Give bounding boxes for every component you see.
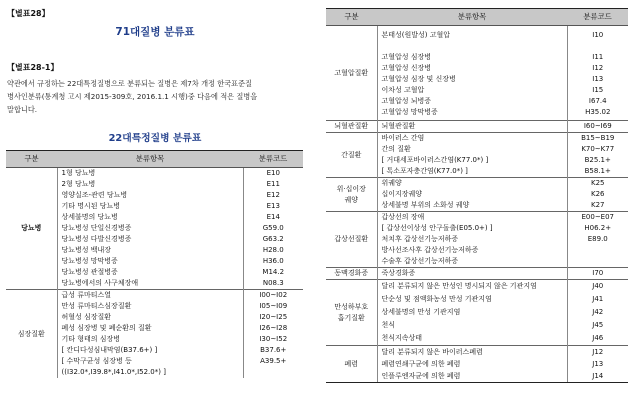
group-row-heart	[6, 290, 303, 379]
item: 2형 당뇨병	[61, 180, 96, 188]
code: E00~E07	[581, 213, 615, 221]
code: A39.5+	[260, 357, 287, 365]
item: 이차성 고혈압	[381, 86, 425, 94]
item: 인플루엔자균에 의한 폐렴	[381, 372, 461, 380]
codes-respiratory	[567, 280, 628, 346]
code: K27	[591, 201, 605, 209]
item: 허혈성 심장질환	[61, 313, 112, 321]
code: I70	[592, 269, 604, 277]
code: I11	[592, 53, 604, 61]
item: 당뇨병성 단일신경병증	[61, 224, 132, 232]
items-hypertension	[377, 26, 567, 121]
code: J40	[592, 282, 604, 290]
code: K26	[591, 190, 605, 198]
items-diabetes	[57, 168, 243, 290]
item	[382, 41, 567, 52]
code: B15~B19	[581, 134, 615, 142]
group-row-liver	[326, 133, 628, 178]
code: I05~I09	[259, 302, 288, 310]
code: I13	[592, 75, 604, 83]
item: 영양실조-관련 당뇨병	[61, 191, 128, 199]
item: 기타 명시된 당뇨병	[61, 202, 121, 210]
item: 위궤양	[381, 179, 402, 187]
item: 기타 형태의 심장병	[61, 335, 121, 343]
intro-paragraph	[7, 77, 307, 116]
code: B37.6+	[260, 346, 287, 354]
item: 달리 분류되지 않은 바이러스폐렴	[381, 348, 483, 356]
header-code: 분류코드	[243, 151, 303, 168]
codes-thyroid	[567, 212, 628, 268]
codes-ulcer	[567, 178, 628, 212]
items-respiratory	[377, 280, 567, 346]
item: 만성 류마티스심장질환	[61, 302, 132, 310]
header-item: 분류항목	[377, 9, 567, 26]
code: I67.4	[588, 97, 607, 105]
category-hypertension: 고혈압질환	[326, 26, 377, 121]
item: 바이러스 간염	[381, 134, 425, 142]
item: 방사선조사후 갑상선기능저하증	[381, 246, 479, 254]
code: J12	[592, 348, 604, 356]
code: E11	[266, 180, 280, 188]
item: 고혈압성 뇌병증	[381, 97, 432, 105]
item: 폐렴연쇄구균에 의한 폐렴	[381, 360, 461, 368]
items-pneumonia	[377, 346, 567, 383]
item: 당뇨병성 다발신경병증	[61, 235, 132, 243]
code: I15	[592, 86, 604, 94]
code: N08.3	[262, 279, 284, 287]
category-respiratory	[326, 280, 377, 346]
intro-line: 말합니다.	[7, 105, 38, 114]
item: 상세불명의 당뇨병	[61, 213, 118, 221]
items-cerebrovascular	[377, 121, 567, 133]
intro-line: 병사인분류(통계청 고시 제2015-309호, 2016.1.1 시행)중 다음에 적은 질병을	[7, 92, 258, 101]
category-heart: 심장질환	[6, 290, 57, 379]
header-category: 구분	[326, 9, 377, 26]
item: 본태성(원발성) 고혈압	[381, 31, 451, 39]
code: I12	[592, 64, 604, 72]
category-liver: 간질환	[326, 133, 377, 178]
code: H28.0	[262, 246, 284, 254]
item: 고혈압성 망막병증	[381, 108, 438, 116]
item: 죽상경화증	[381, 269, 416, 277]
code	[568, 256, 629, 267]
item: [ 칸디다성심내막염(B37.6+) ]	[61, 346, 158, 354]
item: 단순성 및 점액화농성 만성 기관지염	[381, 295, 492, 303]
category-ulcer	[326, 178, 377, 212]
item: 고혈압성 신장병	[381, 64, 432, 72]
item: 폐성 심장병 및 폐순환의 질환	[61, 324, 152, 332]
item: 급성 류마티스열	[61, 291, 112, 299]
code: J45	[592, 321, 604, 329]
item: 당뇨병성 망막병증	[61, 257, 118, 265]
category-line: 궤양	[344, 195, 359, 204]
code: G63.2	[262, 235, 284, 243]
code: I26~I28	[259, 324, 288, 332]
code: J46	[592, 334, 604, 342]
code: K25	[591, 179, 605, 187]
item: 십이지장궤양	[381, 190, 423, 198]
item: 갑상선의 장애	[381, 213, 425, 221]
code: E10	[266, 169, 280, 177]
code: H06.2+	[584, 224, 612, 232]
items-heart	[57, 290, 243, 379]
category-atherosclerosis: 동맥경화증	[326, 268, 377, 280]
item: 1형 당뇨병	[61, 169, 96, 177]
item: [ 갑상선이상성 안구돌출(E05.0+) ]	[381, 224, 493, 232]
item: 천식	[381, 321, 396, 329]
code: E14	[266, 213, 280, 221]
item: 간의 질환	[381, 145, 411, 153]
item: [ 톡소포자충간염(K77.0*) ]	[381, 167, 468, 175]
annex-28-tag: 【별표28】	[7, 9, 50, 18]
code: M14.2	[262, 268, 285, 276]
codes-pneumonia	[567, 346, 628, 383]
code: E13	[266, 202, 280, 210]
category-thyroid: 갑상선질환	[326, 212, 377, 268]
code: J42	[592, 308, 604, 316]
intro-line: 약관에서 규정하는 22대특정질병으로 분류되는 질병은 제7차 개정 한국표준질	[7, 79, 252, 88]
left-classification-table	[6, 150, 303, 378]
code	[568, 41, 629, 52]
group-row-cerebrovascular	[326, 121, 628, 133]
item: 고혈압성 심장병	[381, 53, 432, 61]
group-row-atherosclerosis	[326, 268, 628, 280]
category-line: 위·십이장	[336, 184, 366, 193]
annex-28-1-tag: 【별표28-1】	[7, 63, 59, 72]
code: H35.02	[585, 108, 611, 116]
group-row-hypertension	[326, 26, 628, 121]
group-row-thyroid	[326, 212, 628, 268]
code	[244, 367, 304, 378]
code: I10	[592, 31, 604, 39]
code: K70~K77	[581, 145, 615, 153]
code: I60~I69	[583, 122, 612, 130]
group-row-diabetes	[6, 168, 303, 290]
codes-atherosclerosis	[567, 268, 628, 280]
items-liver	[377, 133, 567, 178]
title-71-diseases: 71대질병 분류표	[115, 26, 195, 38]
codes-cerebrovascular	[567, 121, 628, 133]
item: 상세불명 부위의 소화성 궤양	[381, 201, 470, 209]
group-row-respiratory	[326, 280, 628, 346]
item: 당뇨병에서의 사구체장애	[61, 279, 139, 287]
item: 달리 분류되지 않은 만성인 명시되지 않은 기관지염	[381, 282, 537, 290]
code: E89.0	[587, 235, 608, 243]
header-code: 분류코드	[567, 9, 628, 26]
header-item: 분류항목	[57, 151, 243, 168]
header-category: 구분	[6, 151, 57, 168]
item: ((I32.0*,I39.8*,I41.0*,I52.0*) ]	[61, 368, 166, 376]
code: I30~I52	[259, 335, 288, 343]
code: J41	[592, 295, 604, 303]
code: J14	[592, 372, 604, 380]
codes-hypertension	[567, 26, 628, 121]
item: 뇌혈관질환	[381, 122, 416, 130]
category-diabetes: 당뇨병	[6, 168, 57, 290]
item: 수술후 갑상선기능저하증	[381, 257, 459, 265]
item: [ 거대세포바이러스간염(K77.0*) ]	[381, 156, 489, 164]
category-pneumonia: 폐렴	[326, 346, 377, 383]
item: 고혈압성 심장 및 신장병	[381, 75, 456, 83]
item: [ 수막구균성 심장병 등	[61, 357, 132, 365]
group-row-pneumonia	[326, 346, 628, 383]
item: 상세불명의 만성 기관지염	[381, 308, 461, 316]
code: J13	[592, 360, 604, 368]
right-classification-table	[326, 8, 628, 383]
item: 당뇨병성 백내장	[61, 246, 112, 254]
codes-heart	[243, 290, 303, 379]
items-ulcer	[377, 178, 567, 212]
category-cerebrovascular: 뇌혈관질환	[326, 121, 377, 133]
item: 천식지속상태	[381, 334, 423, 342]
codes-diabetes	[243, 168, 303, 290]
category-line: 흡기질환	[337, 313, 365, 322]
item: 당뇨병성 관절병증	[61, 268, 118, 276]
group-row-ulcer	[326, 178, 628, 212]
code: H36.0	[262, 257, 284, 265]
code: G59.0	[262, 224, 284, 232]
category-line: 만성하부호	[334, 302, 369, 311]
items-atherosclerosis	[377, 268, 567, 280]
code: B25.1+	[584, 156, 611, 164]
item: 처치후 갑상선기능저하증	[381, 235, 459, 243]
codes-liver	[567, 133, 628, 178]
items-thyroid	[377, 212, 567, 268]
code	[568, 245, 629, 256]
code: I00~I02	[259, 291, 288, 299]
code: E12	[266, 191, 280, 199]
code: I20~I25	[259, 313, 288, 321]
code: B58.1+	[584, 167, 611, 175]
title-22-diseases: 22대특정질병 분류표	[108, 133, 202, 144]
